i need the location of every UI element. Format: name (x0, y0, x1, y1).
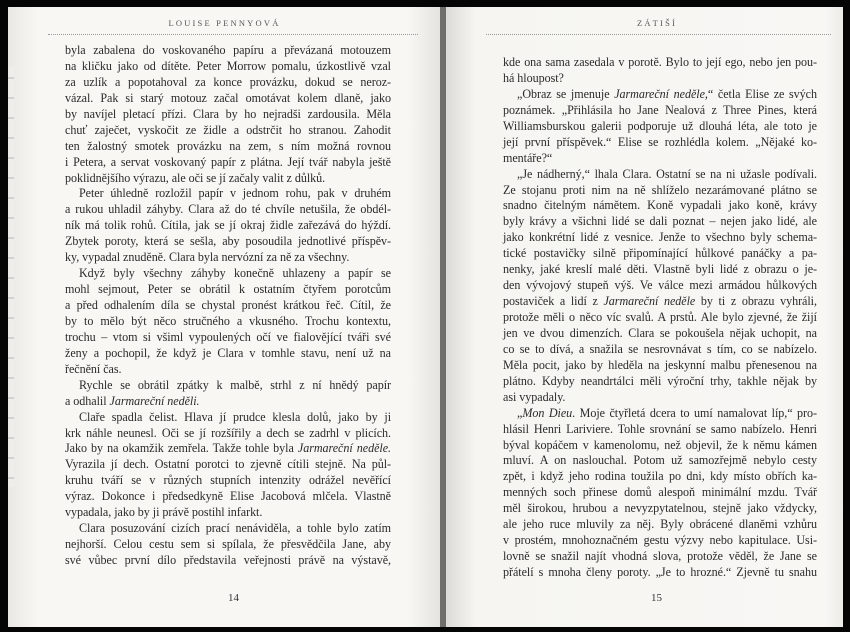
text-line (503, 310, 817, 326)
text-span: byla zabalena do voskovaného papíru a převázaná motouzem (65, 43, 391, 57)
page-number: 14 (228, 592, 239, 604)
text-span: Clara posuzování cizích prací nenáviděla, a tohle bylo zatím (79, 521, 391, 536)
text-span: Když byly všechny záhyby konečně uhlazeny a papír se (79, 266, 391, 281)
text-line (503, 549, 817, 565)
text-line (503, 374, 817, 390)
text-line (65, 362, 391, 378)
text-line (65, 186, 391, 202)
text-span: nejhorší. Celou cestu sem si spílala, že přesvědčila Jane, aby (65, 537, 391, 552)
text-line (503, 342, 817, 358)
text-line (503, 453, 817, 469)
text-span: chuť zaječet, vyskočit ze židle a odstrčit ho stranou. Zahodit (65, 122, 391, 137)
text-span: plátno. Kdyby neandrtálci měli výroční trhy, takhle nějak by (503, 373, 817, 388)
text-line (65, 457, 391, 473)
text-span: Peter úhledně rozložil papír v jednom rohu, pak v druhém (79, 186, 391, 201)
text-line (65, 298, 391, 314)
text-span: měl širokou, hrubou a nevyzpytatelnou, stejně jako vždycky, (503, 501, 817, 516)
text-span: Ze stojanu proti nim na ně shlíželo nezarámované plátno se (503, 182, 817, 197)
text-line (65, 521, 391, 537)
text-span: zpět, i když jeho rodina toužila po dni, kdy místo obřích ka- (503, 469, 817, 484)
running-head-title: ZÁTIŠÍ (636, 18, 678, 28)
text-line (65, 441, 391, 457)
text-span: poznámek. „Přihlásila ho Jane Nealová z Three Pines, která (503, 102, 817, 117)
italic-title: Jarmareční neděle. (297, 441, 391, 456)
text-line (503, 278, 817, 294)
right-page (446, 7, 843, 627)
header-rule (486, 34, 831, 35)
text-span: co se to dívá, a snažila se nesrovnávat s tím, co se nabízelo. (503, 341, 817, 356)
text-span: Zbytek poroty, která se sešla, aby posoudila jednotlivé příspěv- (65, 234, 391, 249)
italic-title: Jarmareční neděli. (109, 393, 200, 408)
text-span: trochu – vtom si všiml vypoulených očí ve fialovějící tváři své (65, 329, 391, 344)
text-line (503, 469, 817, 485)
text-span: tické postavičky silně připomínající hůlkové panáčky a pa- (503, 246, 817, 261)
text-span: „ (517, 405, 523, 420)
text-line (65, 553, 391, 569)
text-span: i Petera, a servat voskovaný papír z plátna. Její tvář nabyla ještě (65, 154, 391, 169)
page-number: 15 (651, 592, 662, 604)
text-line (503, 294, 817, 310)
text-span: há hloupost? (503, 70, 564, 85)
text-span: v prostém, mnohoznačném gestu výzvy nebo kapitulace. Usi- (503, 533, 817, 548)
text-line (65, 107, 391, 123)
text-span: asi vypadaly. (503, 389, 566, 404)
text-line (503, 390, 817, 406)
text-span: a před odhalením díla se chystal pronést krátkou řeč. Cítil, že (65, 298, 391, 312)
text-line (503, 406, 817, 422)
text-span: byly krávy a všichni lidé se dali poznat – nejen jako lidé, ale (503, 214, 817, 229)
text-span: Vyrazila jí dech. Ostatní porotci to zjevně cítili stejně. Na půl- (65, 457, 391, 472)
text-line (65, 91, 391, 107)
text-line (503, 246, 817, 262)
text-span: „Je nádherný,“ lhala Clara. Ostatní se na ni užasle podívali. (517, 166, 817, 181)
text-line (65, 410, 391, 426)
text-span: postaviček a lidí z (503, 294, 604, 309)
text-span: Jako by na okamžik zemřela. Takže tohle byla (65, 441, 298, 456)
body-text (65, 43, 391, 569)
text-span: mohl sejmout, Peter se obrátil k ostatním čtyřem porotcům (65, 282, 391, 297)
text-line (65, 537, 391, 553)
text-line (65, 394, 391, 410)
text-span: kruhu tváří se v různých stupních intenzity odrážel nevěřící (65, 473, 391, 488)
text-span: mluví. A on naslouchal. Potom už samozřejmě nebylo cesty (503, 453, 817, 468)
text-line (65, 330, 391, 346)
text-line (503, 438, 817, 454)
text-span: vázal. Pak si starý motouz začal omotávat kolem dlaně, jako (65, 90, 391, 105)
text-line (503, 71, 817, 87)
text-span: Claře spadla čelist. Hlava jí prudce klesla dolů, jako by ji (79, 409, 391, 424)
text-span: lovně se snažil najít vhodná slova, protože věděl, že Jane se (503, 549, 817, 564)
text-span: “ četla Elise ze svých (707, 86, 817, 101)
text-line (503, 135, 817, 151)
italic-title: Mon Dieu (522, 405, 573, 420)
text-span: za uzlík a popotahoval za konce provázku, dokud se neroz- (65, 74, 391, 89)
text-span: na kličku jako od dítěte. Peter Morrow pomalu, úzkostlivě vzal (65, 58, 391, 73)
text-line (65, 139, 391, 155)
text-line (503, 485, 817, 501)
text-span: jako konkrétní lidé z vesnice. Jenže to všechno byly schema- (503, 230, 817, 245)
text-line (503, 214, 817, 230)
text-line (65, 505, 391, 521)
text-line (65, 43, 391, 59)
text-span: ky, vypadal znuděně. Clara byla nervózní za ně za všechny. (65, 250, 350, 265)
text-line (65, 489, 391, 505)
text-span: ník má tolik rohů. Cítila, jak se jí okraj židle zařezává do hýždí. (65, 218, 391, 233)
text-line (65, 202, 391, 218)
text-span: Rychle se obrátil zpátky k malbě, strhl z ní hnědý papír (79, 377, 391, 392)
text-span: krk náhle neunesl. Oči se jí rozšířily a dech se zadrhl v plicích. (65, 425, 391, 440)
text-span: a odhalil (65, 393, 110, 408)
text-line (503, 533, 817, 549)
text-line (65, 123, 391, 139)
running-head-author: LOUISE PENNYOVÁ (168, 18, 281, 28)
text-line (65, 426, 391, 442)
text-span: protože měli o něco víc svalů. A prstů. Ale bylo zjevné, že žijí (503, 310, 817, 324)
text-line (65, 234, 391, 250)
text-span: by to mělo být něco stručného a vkusného. Trochu kontextu, (65, 313, 391, 328)
text-span: poklidnějšího výrazu, ale oči se jí začaly valit z důlků. (65, 170, 326, 185)
text-line (65, 59, 391, 75)
text-span: ženy a pochopil, že když je Clara v tomhle stavu, není už na (65, 345, 391, 360)
italic-title: Jarmareční neděle, (614, 86, 708, 101)
text-line (503, 198, 817, 214)
text-line (65, 155, 391, 171)
text-line (503, 119, 817, 135)
text-span: nenky, jaké kreslí malé děti. Vlastně byli lidé z obrazu o je- (503, 262, 817, 277)
text-line (503, 358, 817, 374)
header-rule (48, 34, 418, 35)
text-line (503, 183, 817, 199)
text-span: by navíjel pletací přízi. Clara by ho nejradši zardousila. Měla (65, 106, 391, 121)
text-line (65, 282, 391, 298)
text-line (65, 378, 391, 394)
text-span: řečnění čas. (65, 361, 122, 376)
text-span: její první příspěvek.“ Elise se rozhlédla kolem. „Nějaké ko- (503, 134, 817, 149)
text-span: mentáře?“ (503, 150, 553, 165)
text-span: . Moje čtyřletá dcera to umí namalovat líp,“ pro- (572, 405, 817, 420)
text-span: vypadala, jako by ji právě postihl infarkt. (65, 505, 263, 520)
text-line (503, 501, 817, 517)
text-span: přátelí s mnoha členy poroty. „Je to hrozné.“ Zjevně tu snahu (503, 565, 817, 579)
text-line (65, 266, 391, 282)
text-line (65, 218, 391, 234)
text-span: hlásil Henri Lariviere. Tohle srovnání se samo nabízelo. Henri (503, 421, 817, 436)
text-span: Williamsburskou galerii podporuje už dlouhá léta, ale toto je (503, 118, 817, 133)
text-line (503, 517, 817, 533)
text-span: snadno čitelným námětem. Koně vypadali jako koně, krávy (503, 198, 817, 213)
text-line (65, 171, 391, 187)
italic-title: Jarmareční neděle (603, 294, 696, 309)
text-span: své vůbec první dílo představila veřejnosti právě na výstavě, (65, 553, 391, 567)
text-line (503, 103, 817, 119)
text-span: ten žalostný smotek provázku na zem, s ním možná rovnou (65, 138, 391, 153)
text-line (65, 473, 391, 489)
text-span: den vývojový stupeň výš. Ve válce mezi armádou hůlkových (503, 278, 817, 293)
left-page (8, 7, 441, 627)
text-span: ale jeho ruce mluvily za něj. Byly obrácené dlaněmi vzhůru (503, 517, 817, 532)
text-span: a rukou uhladil záhyby. Clara až do té chvíle netušila, že obdél- (65, 202, 391, 217)
previous-page-edge (8, 67, 14, 487)
body-text (503, 55, 817, 581)
text-line (503, 262, 817, 278)
text-span: by ti z obrazu vyhráli, (695, 294, 817, 309)
text-line (503, 565, 817, 581)
text-line (503, 167, 817, 183)
text-line (503, 87, 817, 103)
text-span: menných soch přinese domů alespoň minimální mzdu. Tvář (503, 485, 817, 500)
text-span: kde ona sama zasedala v porotě. Bylo to její ego, nebo jen pou- (503, 55, 817, 69)
text-span: „Obraz se jmenuje (517, 86, 615, 101)
text-span: Měla pocit, jako by hleděla na jeskynní malbu přenesenou na (503, 357, 817, 372)
text-line (503, 230, 817, 246)
text-line (503, 55, 817, 71)
text-span: výraz. Dokonce i předsedkyně Elise Jacobová mlčela. Vlastně (65, 489, 391, 504)
text-line (503, 151, 817, 167)
text-line (65, 75, 391, 91)
text-line (65, 314, 391, 330)
text-line (503, 422, 817, 438)
text-line (503, 326, 817, 342)
text-span: býval kopáčem v kamenolomu, než objevil, že k němu kámen (503, 437, 817, 452)
text-span: jen ve dvou dimenzích. Clara se pokoušela nějak uchopit, na (503, 325, 817, 340)
text-line (65, 346, 391, 362)
text-line (65, 250, 391, 266)
